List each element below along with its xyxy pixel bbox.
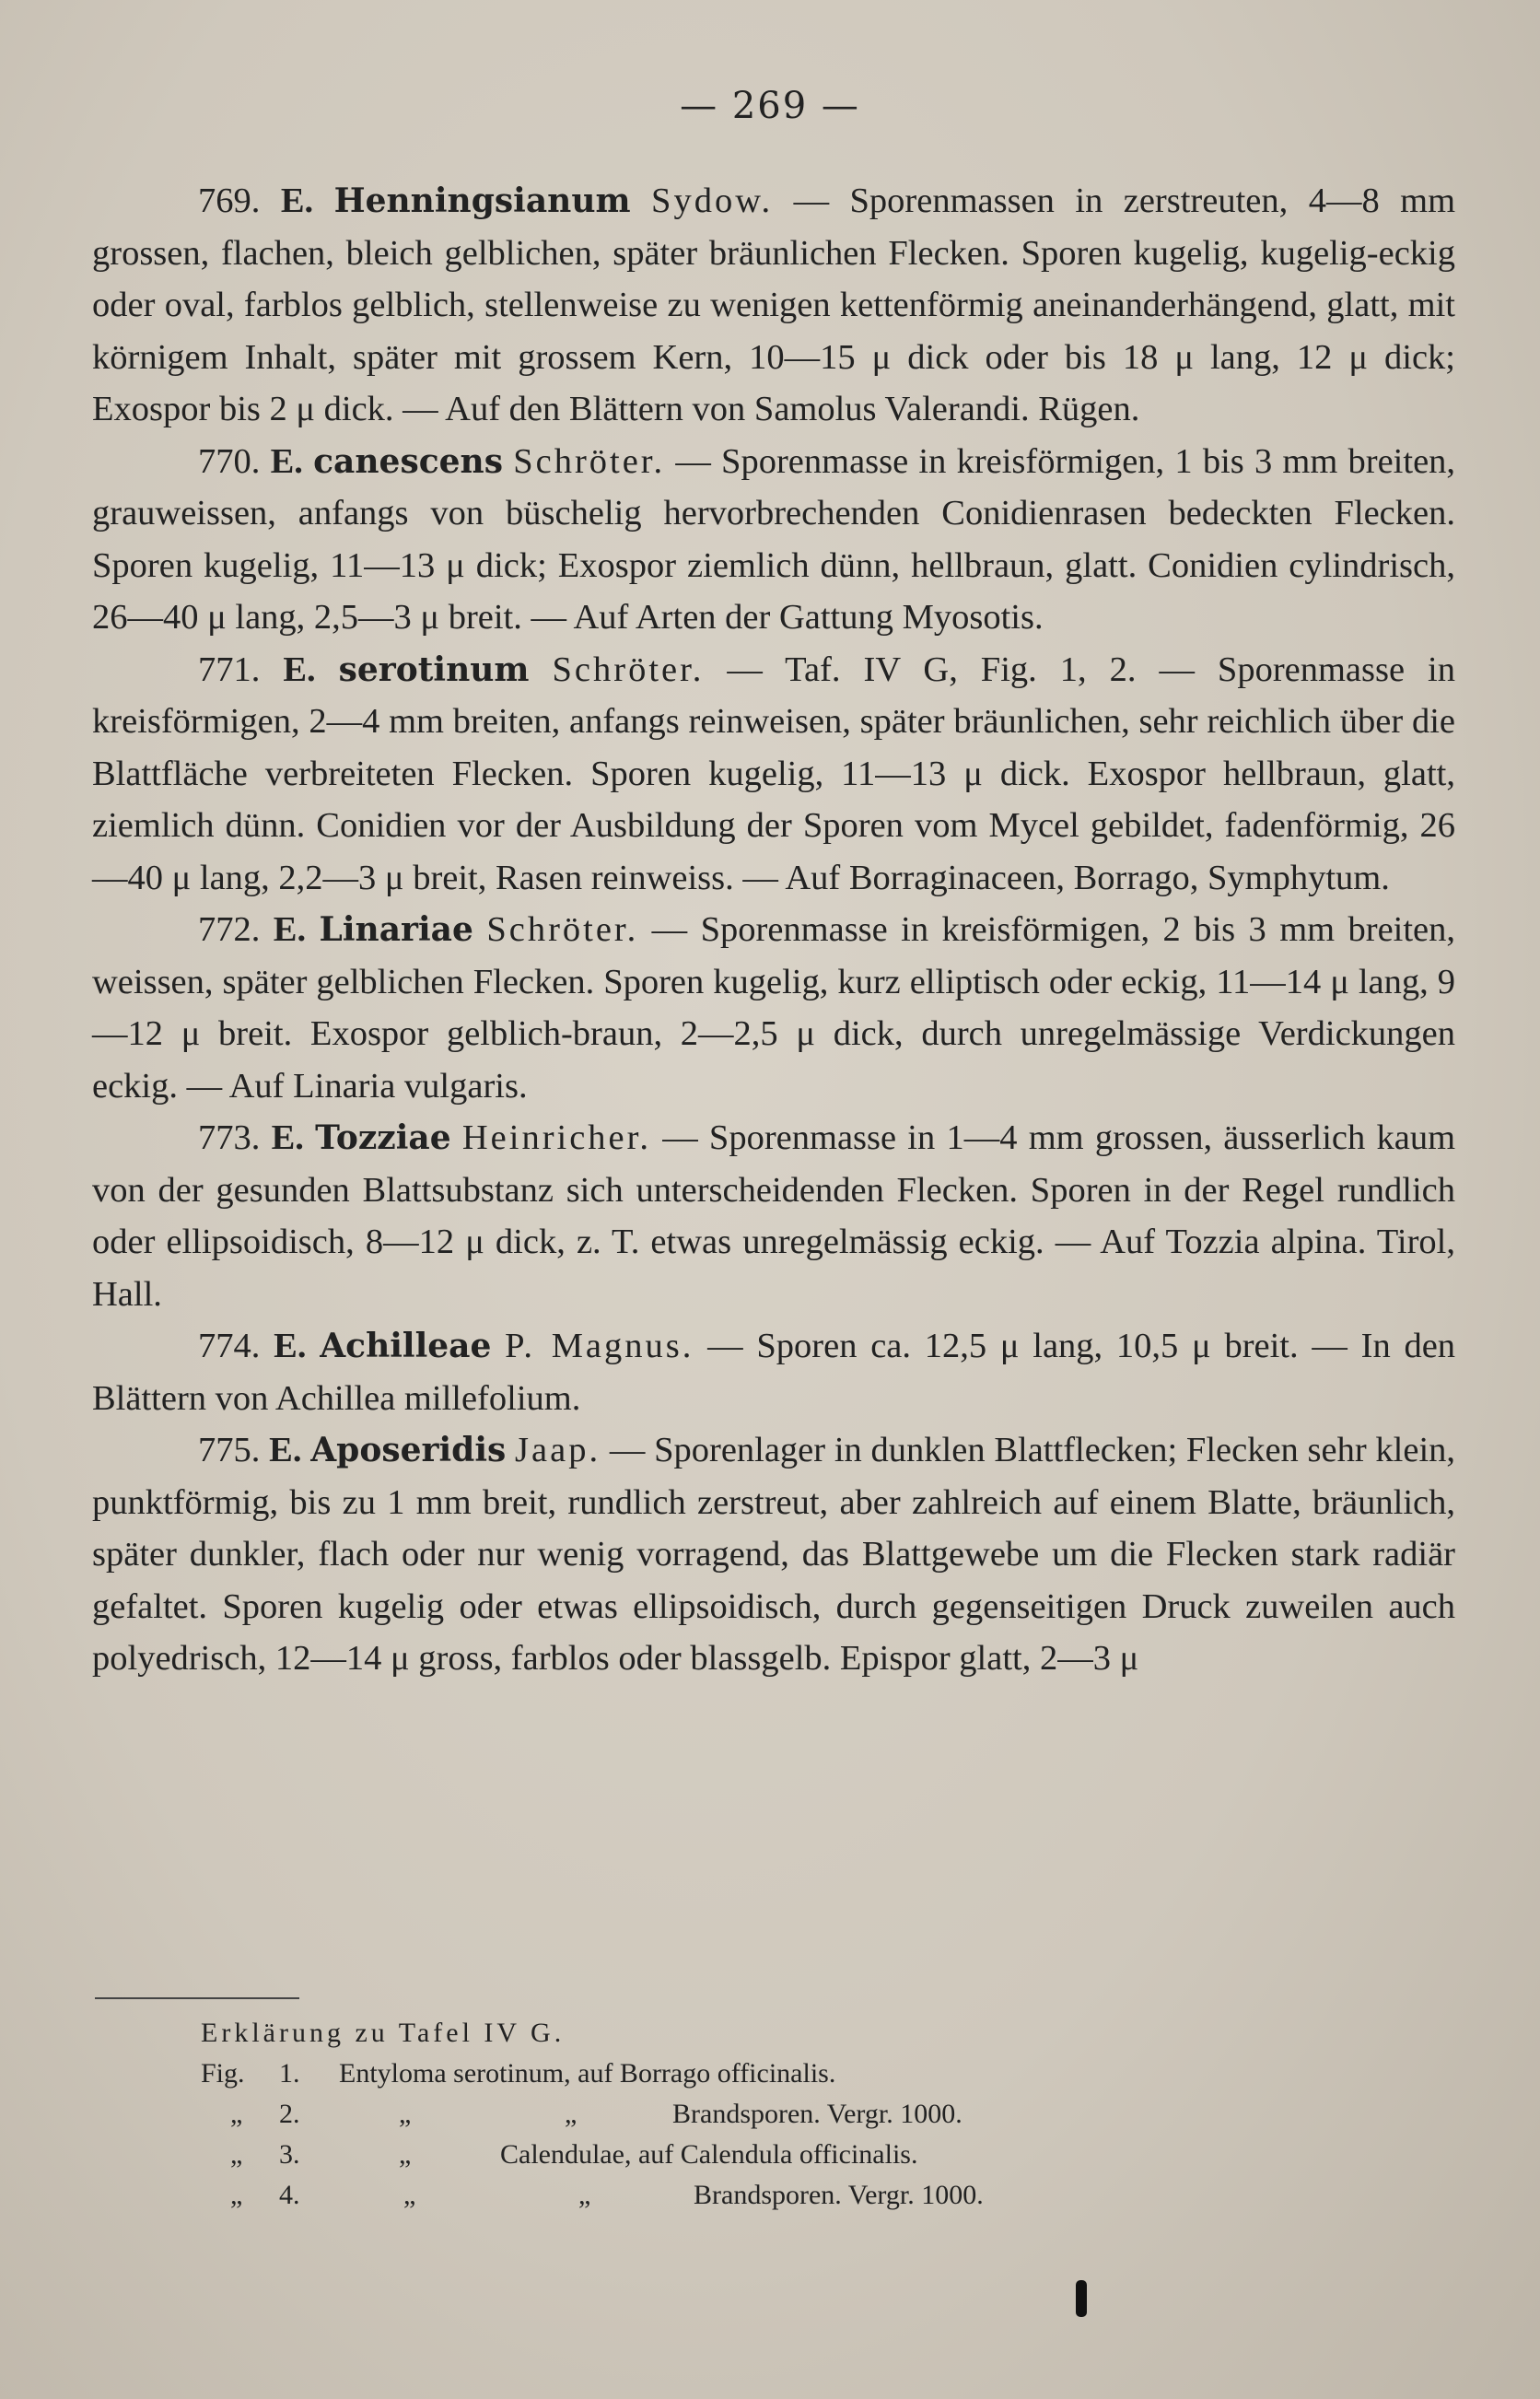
species-entries	[92, 175, 1455, 1685]
entry-text: — Sporenmasse in 1—4 mm grossen, äusserlich kaum von der gesunden Blattsubstanz sich unterscheidenden Flecken. Sporen in der Regel rundlich oder ellipsoidisch, 8—12 μ dick, z. T. etwas unregelmässig eckig. — Auf Tozzia alpina. Tirol, Hall.	[92, 1118, 1456, 1314]
entry-number: 772.	[198, 910, 261, 949]
entry-author: Schröter.	[486, 910, 639, 949]
entry-species: Tozziae	[315, 1118, 451, 1157]
entry-genus: E.	[271, 1118, 304, 1157]
ditto-mark: „	[230, 2139, 243, 2170]
ditto-mark: „	[403, 2180, 416, 2210]
ditto-mark: „	[578, 2180, 591, 2210]
footnote-divider	[95, 1997, 299, 1999]
entry-number: 774.	[198, 1327, 261, 1365]
entry-773	[92, 1112, 1455, 1320]
entry-author: Heinricher.	[461, 1118, 651, 1157]
ditto-mark: „	[399, 2099, 412, 2129]
ditto-mark: „	[230, 2099, 243, 2129]
entry-species: canescens	[313, 441, 503, 481]
figure-caption-row	[201, 2094, 1214, 2135]
fig-number: 1.	[279, 2058, 300, 2089]
entry-774	[92, 1320, 1455, 1424]
entry-author: Schröter.	[513, 441, 666, 481]
fig-description: Calendulae, auf Calendula officinalis.	[500, 2139, 918, 2170]
entry-species: Achilleae	[320, 1327, 492, 1365]
ditto-mark: „	[565, 2099, 578, 2129]
entry-number: 769.	[198, 181, 261, 220]
entry-species: Henningsianum	[333, 181, 631, 220]
entry-author: Sydow.	[651, 181, 774, 220]
entry-author: Schröter.	[552, 649, 705, 689]
entry-775	[92, 1424, 1455, 1685]
entry-genus: E.	[273, 910, 307, 949]
entry-species: serotinum	[338, 649, 530, 689]
entry-number: 775.	[198, 1431, 261, 1469]
entry-number: 773.	[198, 1118, 261, 1157]
page-number: — 269 —	[680, 85, 860, 127]
ink-smudge	[1076, 2280, 1087, 2317]
figure-caption-row	[201, 2135, 1214, 2175]
entry-770	[92, 436, 1455, 644]
fig-number: 4.	[279, 2180, 300, 2210]
plate-explanation	[201, 2013, 1214, 2216]
entry-genus: E.	[280, 181, 314, 220]
entry-772	[92, 904, 1455, 1112]
entry-text: — Sporenmassen in zerstreuten, 4—8 mm grossen, flachen, bleich gelblichen, später bräunlichen Flecken. Sporen kugelig, kugelig-eckig oder oval, farblos gelblich, stellenweise zu wenigen kettenförmig aneinanderhängend, glatt, mit körnigem Inhalt, später mit grossem Kern, 10—15 μ dick oder bis 18 μ lang, 12 μ dick; Exospor bis 2 μ dick. — Auf den Blättern von Samolus Valerandi. Rügen.	[92, 181, 1456, 428]
entry-author: Jaap.	[515, 1431, 601, 1469]
fig-label: Fig.	[201, 2058, 245, 2089]
ditto-mark: „	[230, 2180, 243, 2210]
fig-description: Entyloma serotinum, auf Borrago officinalis.	[339, 2058, 836, 2089]
entry-genus: E.	[269, 1431, 302, 1469]
plate-explanation-title: Erklärung zu Tafel IV G.	[201, 2018, 566, 2048]
entry-769	[92, 175, 1455, 436]
entry-text: — Taf. IV G, Fig. 1, 2. — Sporenmasse in kreisförmigen, 2—4 mm breiten, anfangs reinweisen, später bräunlichen, sehr reichlich über die Blattfläche verbreiteten Flecken. Sporen kugelig, 11—13 μ dick. Exospor hellbraun, glatt, ziemlich dünn. Conidien vor der Ausbildung der Sporen vom Mycel gebildet, fadenförmig, 26—40 μ lang, 2,2—3 μ breit, Rasen reinweiss. — Auf Borraginaceen, Borrago, Symphytum.	[92, 649, 1455, 897]
entry-text: — Sporen ca. 12,5 μ lang, 10,5 μ breit. — In den Blättern von Achillea millefolium.	[92, 1327, 1456, 1418]
fig-number: 2.	[279, 2099, 300, 2129]
entry-species: Aposeridis	[310, 1431, 507, 1469]
fig-description: Brandsporen. Vergr. 1000.	[672, 2099, 962, 2129]
entry-author: P. Magnus.	[505, 1327, 694, 1365]
entry-genus: E.	[274, 1327, 307, 1365]
entry-genus: E.	[283, 649, 316, 689]
entry-text: — Sporenlager in dunklen Blattflecken; Flecken sehr klein, punktförmig, bis zu 1 mm breit, rundlich zerstreut, aber zahlreich auf einem Blatte, bräunlich, später dunkler, flach oder nur wenig vorragend, das Blattgewebe um die Flecken stark radiär gefaltet. Sporen kugelig oder etwas ellipsoidisch, durch gegenseitigen Druck zuweilen auch polyedrisch, 12—14 μ gross, farblos oder blassgelb. Epispor glatt, 2—3 μ	[92, 1431, 1456, 1678]
entry-species: Linariae	[319, 910, 473, 949]
fig-number: 3.	[279, 2139, 300, 2170]
entry-number: 770.	[198, 441, 261, 481]
entry-771	[92, 644, 1455, 905]
figure-caption-row	[201, 2054, 1214, 2094]
entry-text: — Sporenmasse in kreisförmigen, 2 bis 3 mm breiten, weissen, später gelblichen Flecken. Sporen kugelig, kurz elliptisch oder eckig, 11—14 μ lang, 9—12 μ breit. Exospor gelblich-braun, 2—2,5 μ dick, durch unregelmässige Verdickungen eckig. — Auf Linaria vulgaris.	[92, 910, 1456, 1106]
ditto-mark: „	[399, 2139, 412, 2170]
entry-text: — Sporenmasse in kreisförmigen, 1 bis 3 mm breiten, grauweissen, anfangs von büschelig hervorbrechenden Conidienrasen bedeckten Flecken. Sporen kugelig, 11—13 μ dick; Exospor ziemlich dünn, hellbraun, glatt. Conidien cylindrisch, 26—40 μ lang, 2,5—3 μ breit. — Auf Arten der Gattung Myosotis.	[92, 441, 1456, 637]
entry-genus: E.	[270, 441, 303, 481]
figure-caption-row	[201, 2175, 1214, 2216]
fig-description: Brandsporen. Vergr. 1000.	[694, 2180, 984, 2210]
entry-number: 771.	[198, 649, 261, 689]
